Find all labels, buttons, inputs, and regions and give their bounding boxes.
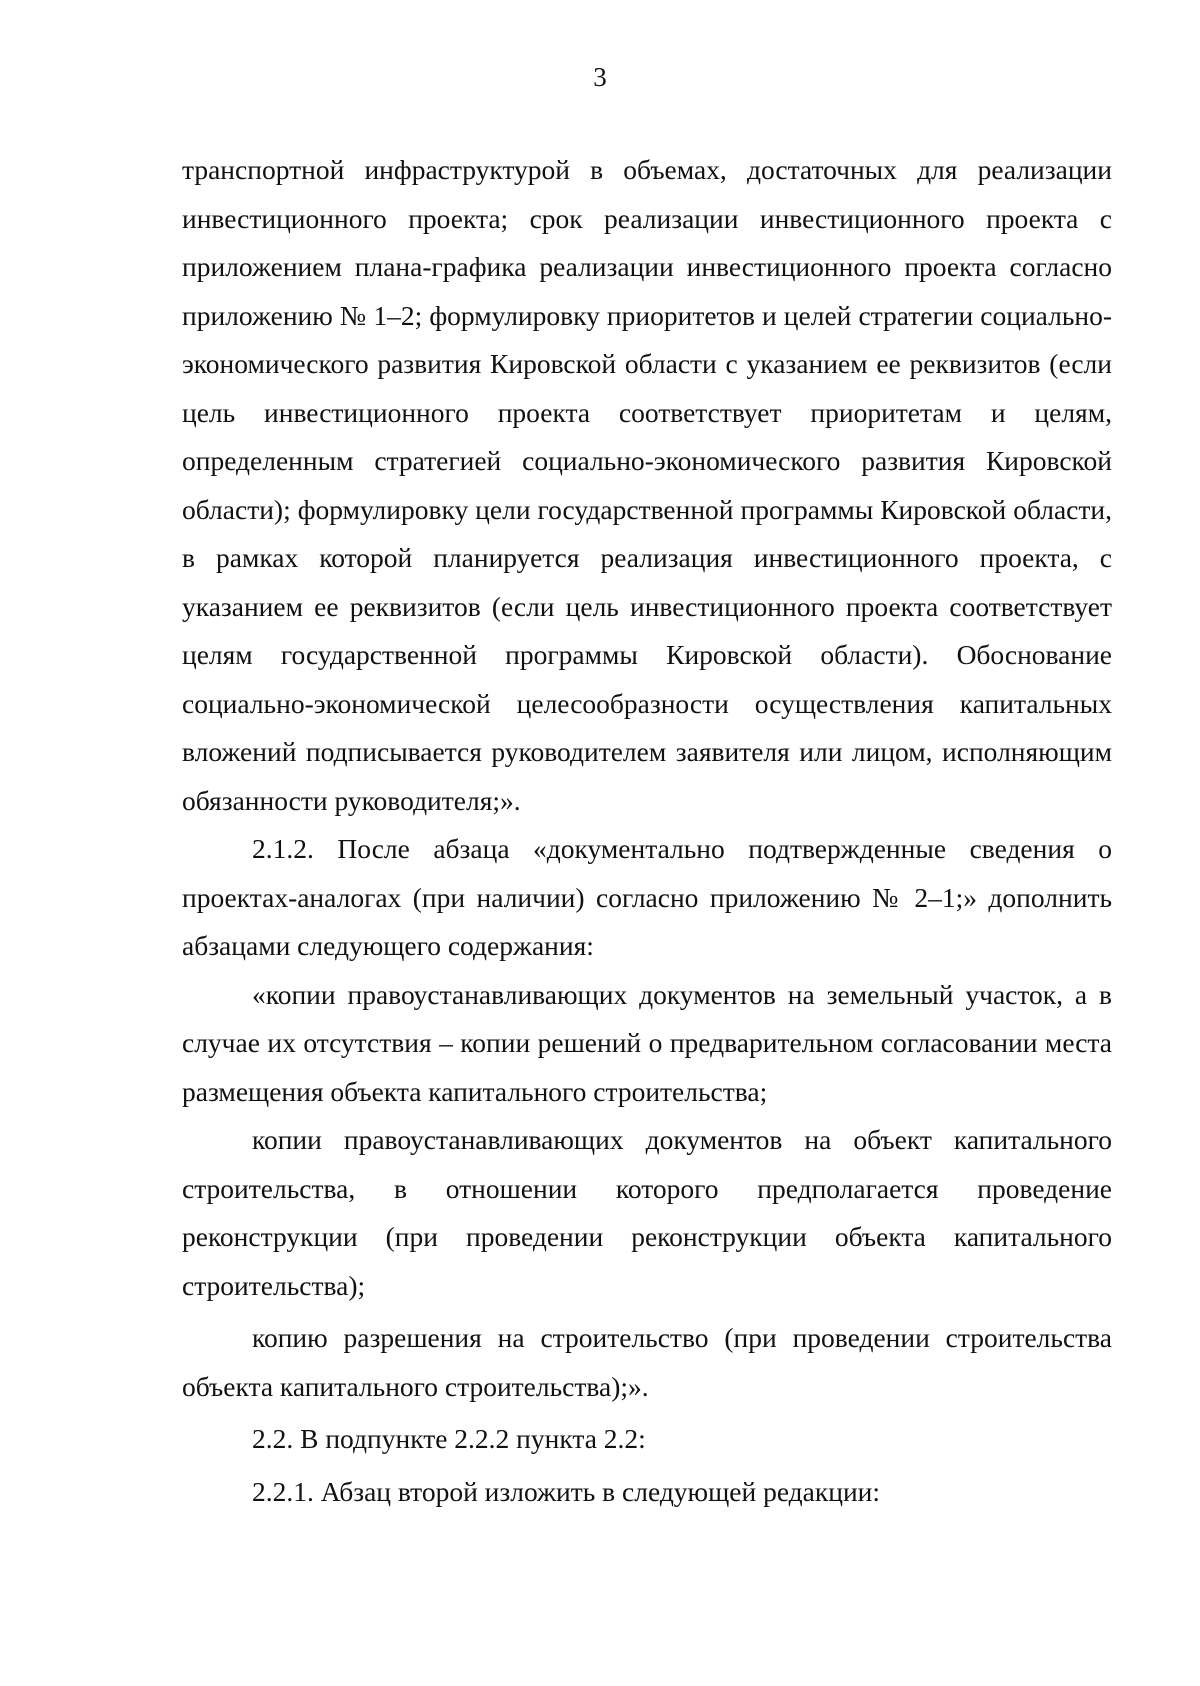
paragraph-2-2-1: 2.2.1. Абзац второй изложить в следующей редакции: xyxy=(252,1475,881,1507)
paragraph-building-permit: копию разрешения на строительство (при проведении строительства объекта капитального строительства);». xyxy=(182,1322,1112,1402)
paragraph-2-2: 2.2. В подпункте 2.2.2 пункта 2.2: xyxy=(252,1423,646,1454)
document-body xyxy=(182,146,1112,1516)
paragraph-continuation: транспортной инфраструктурой в объемах, достаточных для реализации инвестиционного проекта; срок реализации инвестиционного проекта с приложением плана-графика реализации инвестиционного проекта согласно приложению № 1–2; формулировку приоритетов и целей стратегии социально-экономического развития Кировской области с указанием ее реквизитов (если цель инвестиционного проекта соответствует приоритетам и целям, определенным стратегией социально-экономического развития Кировской области); формулировку цели государственной программы Кировской области, в рамках которой планируется реализация инвестиционного проекта, с указанием ее реквизитов (если цель инвестиционного проекта соответствует целям государственной программы Кировской области). Обоснование социально-экономической целесообразности осуществления капитальных вложений подписывается руководителем заявителя или лицом, исполняющим обязанности руководителя;». xyxy=(182,154,1112,816)
paragraph-land-documents: «копии правоустанавливающих документов на земельный участок, а в случае их отсутствия – копии решений о предварительном согласовании места размещения объекта капитального строительства; xyxy=(182,978,1112,1107)
paragraph-2-1-2: 2.1.2. После абзаца «документально подтвержденные сведения о проектах-аналогах (при наличии) согласно приложению № 2–1;» дополнить абзацами следующего содержания: xyxy=(182,833,1112,961)
page-number: 3 xyxy=(593,62,607,92)
paragraph-object-documents: копии правоустанавливающих документов на объект капитального строительства, в отношении которого предполагается проведение реконструкции (при проведении реконструкции объекта капитального строительства); xyxy=(182,1124,1112,1301)
